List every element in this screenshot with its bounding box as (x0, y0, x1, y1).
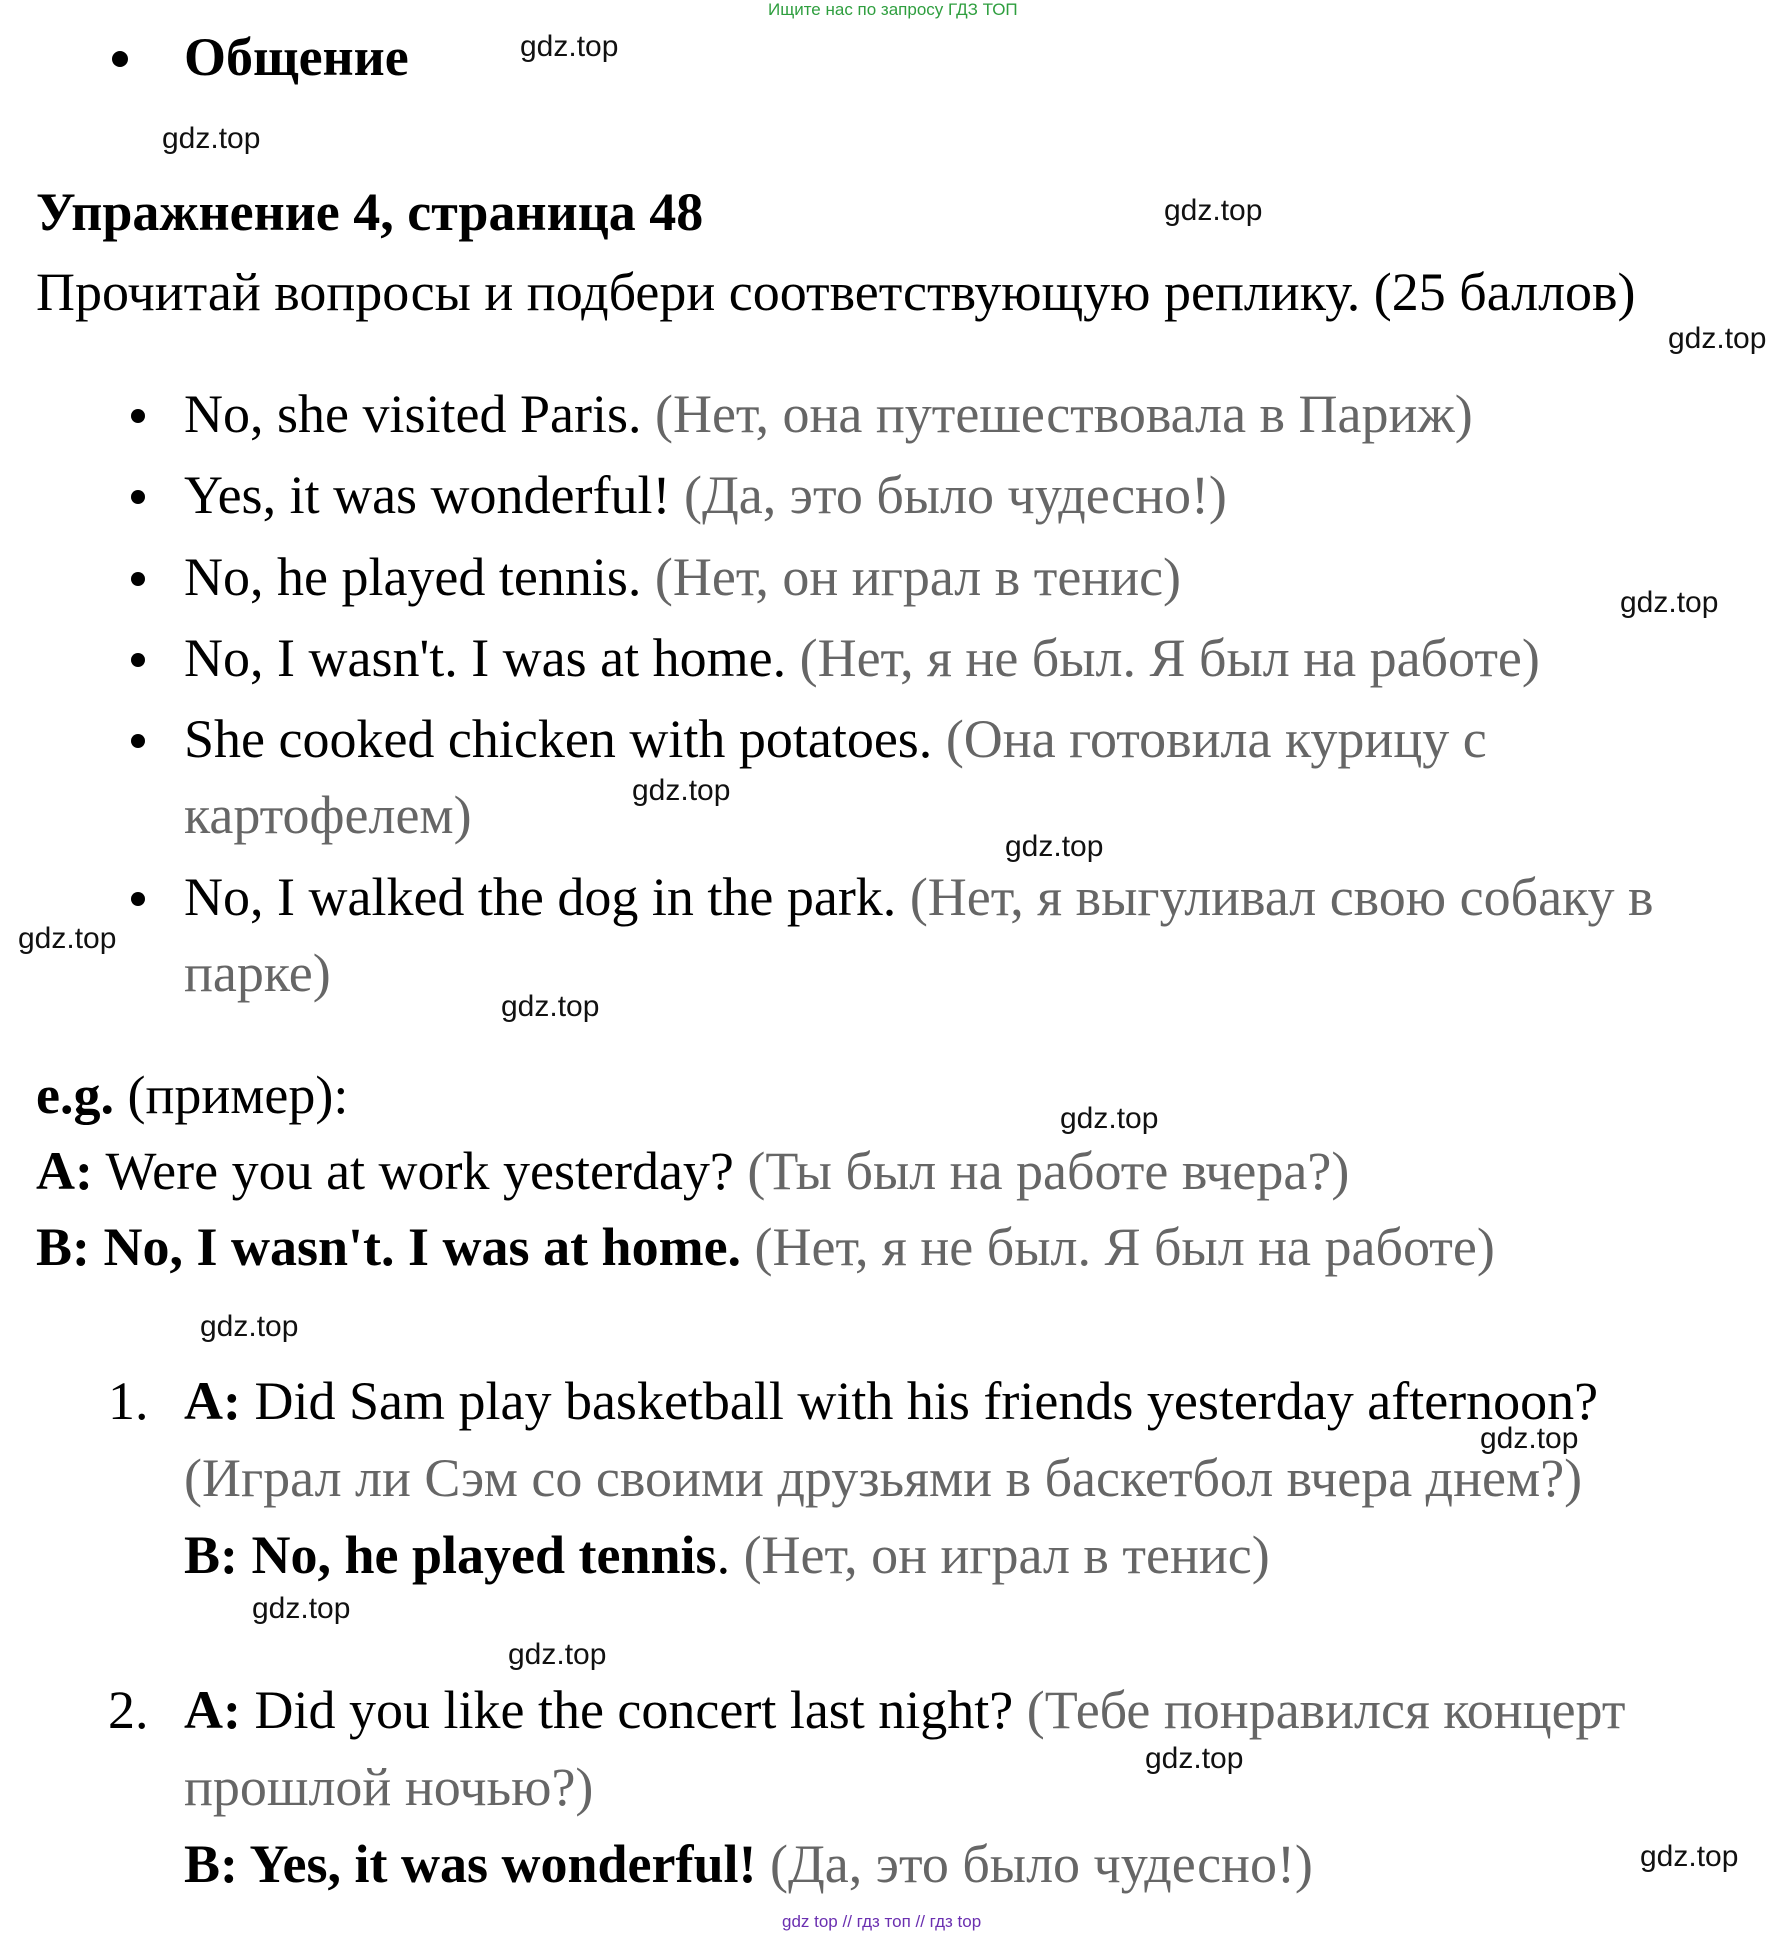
item-2-line-b (184, 1834, 1313, 1894)
answer-item (184, 709, 1487, 769)
exercise-title: Упражнение 4, страница 48 (36, 182, 704, 242)
instruction-text: Прочитай вопросы и подбери соответствующую реплику. (25 баллов) (36, 262, 1636, 322)
speaker-b-label: B: (184, 1834, 238, 1894)
item-number: 1. (108, 1371, 149, 1431)
speaker-a-label: A: (36, 1141, 93, 1201)
speaker-a-label: A: (184, 1371, 241, 1431)
watermark: gdz.top (1005, 830, 1104, 863)
watermark: gdz.top (1640, 1840, 1739, 1873)
example-label-rest: (пример): (113, 1065, 349, 1125)
item-1-line-a (184, 1371, 1599, 1431)
answer-ru-continued: картофелем) (184, 785, 472, 845)
answer-ru: (Нет, он играл в тенис) (654, 547, 1182, 607)
speaker-a-label: A: (184, 1680, 241, 1740)
watermark: gdz.top (1060, 1102, 1159, 1135)
answer-en: She cooked chicken with potatoes. (184, 709, 933, 769)
list-bullet (131, 892, 145, 906)
item-b-en: No, he played tennis (238, 1525, 717, 1585)
example-a-en: Were you at work yesterday? (92, 1141, 734, 1201)
answer-item (184, 867, 1654, 927)
speaker-b-label: B: (36, 1217, 90, 1277)
top-banner-text: Ищите нас по запросу ГДЗ ТОП (768, 0, 1018, 19)
answer-item (184, 465, 1227, 525)
example-line-a (36, 1141, 1350, 1201)
answer-ru-continued: парке) (184, 943, 331, 1003)
answer-item (184, 547, 1182, 607)
answer-en: No, I wasn't. I was at home. (184, 628, 787, 688)
watermark: gdz.top (508, 1638, 607, 1671)
example-label-bold: e.g. (36, 1065, 114, 1125)
item-b-dot: . (716, 1525, 731, 1585)
item-b-ru: (Да, это было чудесно!) (756, 1834, 1313, 1894)
example-line-b (36, 1217, 1495, 1277)
answer-item (184, 628, 1540, 688)
list-bullet (131, 409, 145, 423)
answer-ru: (Нет, я не был. Я был на работе) (799, 628, 1540, 688)
item-number: 2. (108, 1680, 149, 1740)
item-a-en: Did Sam play basketball with his friends yesterday afternoon? (240, 1371, 1599, 1431)
example-label (36, 1065, 349, 1125)
bottom-banner-text: gdz top // гдз топ // гдз top (782, 1912, 982, 1931)
watermark: gdz.top (1668, 322, 1767, 355)
speaker-b-label: B: (184, 1525, 238, 1585)
item-2-line-a (184, 1680, 1626, 1740)
watermark: gdz.top (252, 1592, 351, 1625)
list-bullet (131, 572, 145, 586)
answer-ru: (Нет, я выгуливал свою собаку в (909, 867, 1654, 927)
item-a-ru: (Тебе понравился концерт (1013, 1680, 1626, 1740)
item-2-a-ru-continued: прошлой ночью?) (184, 1757, 594, 1817)
answer-en: Yes, it was wonderful! (184, 465, 671, 525)
item-1-line-b (184, 1525, 1270, 1585)
watermark: gdz.top (162, 122, 261, 155)
item-a-en: Did you like the concert last night? (240, 1680, 1014, 1740)
section-title: Общение (184, 27, 409, 87)
answer-ru: (Она готовила курицу с (945, 709, 1487, 769)
watermark: gdz.top (1480, 1422, 1579, 1455)
item-1-a-ru: (Играл ли Сэм со своими друзьями в баскетбол вчера днем?) (184, 1448, 1583, 1508)
example-b-en: No, I wasn't. I was at home. (90, 1217, 742, 1277)
section-bullet (112, 51, 128, 67)
watermark: gdz.top (18, 922, 117, 955)
watermark: gdz.top (501, 990, 600, 1023)
item-b-en: Yes, it was wonderful! (238, 1834, 757, 1894)
watermark: gdz.top (520, 30, 619, 63)
list-bullet (131, 490, 145, 504)
answer-item (184, 384, 1473, 444)
watermark: gdz.top (1145, 1742, 1244, 1775)
answer-ru: (Нет, она путешествовала в Париж) (654, 384, 1473, 444)
answer-en: No, he played tennis. (184, 547, 642, 607)
watermark: gdz.top (1620, 586, 1719, 619)
answer-en: No, I walked the dog in the park. (184, 867, 897, 927)
watermark: gdz.top (632, 774, 731, 807)
answer-en: No, she visited Paris. (184, 384, 642, 444)
answer-ru: (Да, это было чудесно!) (683, 465, 1227, 525)
watermark: gdz.top (1164, 194, 1263, 227)
watermark: gdz.top (200, 1310, 299, 1343)
example-a-ru: (Ты был на работе вчера?) (733, 1141, 1350, 1201)
list-bullet (131, 734, 145, 748)
example-b-ru: (Нет, я не был. Я был на работе) (741, 1217, 1495, 1277)
list-bullet (131, 653, 145, 667)
item-b-ru: (Нет, он играл в тенис) (730, 1525, 1270, 1585)
